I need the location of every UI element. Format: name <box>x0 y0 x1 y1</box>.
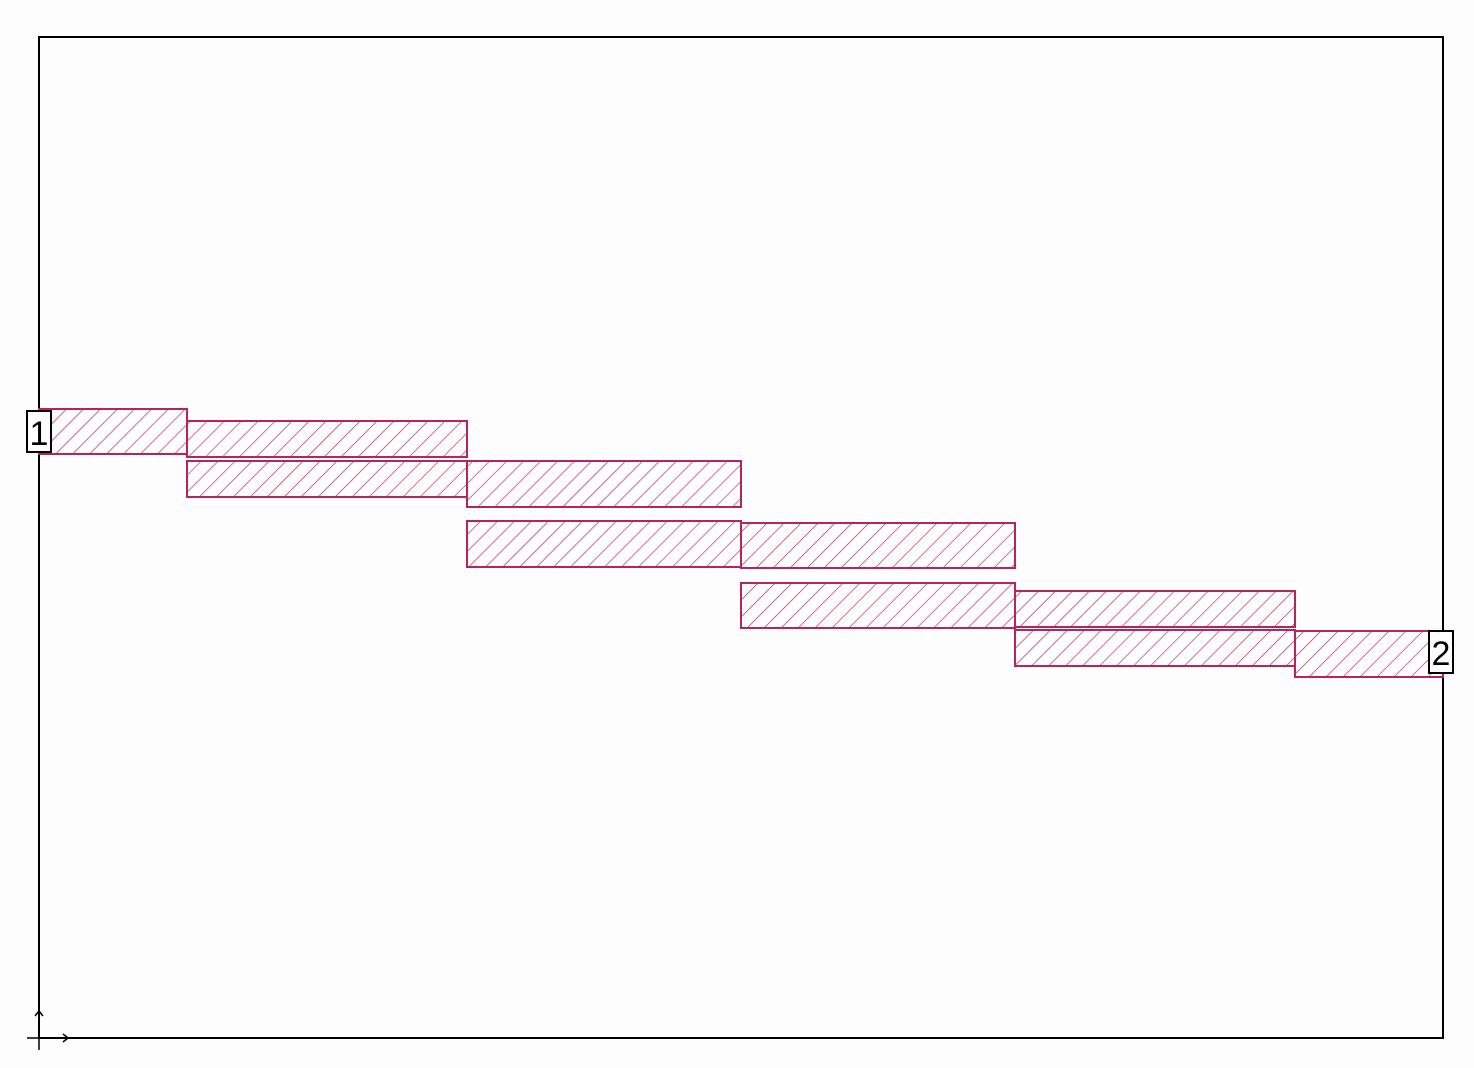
segments-group <box>39 409 1443 677</box>
port-2[interactable] <box>1429 631 1453 673</box>
segment-9[interactable] <box>1015 630 1295 666</box>
segment-3[interactable] <box>187 461 467 497</box>
segment-8[interactable] <box>1015 591 1295 627</box>
port-1[interactable] <box>27 411 51 453</box>
segment-1[interactable] <box>39 409 187 454</box>
segment-6[interactable] <box>741 523 1015 568</box>
segment-2[interactable] <box>187 421 467 457</box>
port-2-label: 2 <box>1431 635 1451 673</box>
axes-origin-icon <box>27 1011 68 1050</box>
segment-4[interactable] <box>467 461 741 507</box>
segment-7[interactable] <box>741 583 1015 628</box>
segment-10[interactable] <box>1295 631 1443 677</box>
segment-5[interactable] <box>467 521 741 567</box>
port-1-label: 1 <box>29 415 49 453</box>
